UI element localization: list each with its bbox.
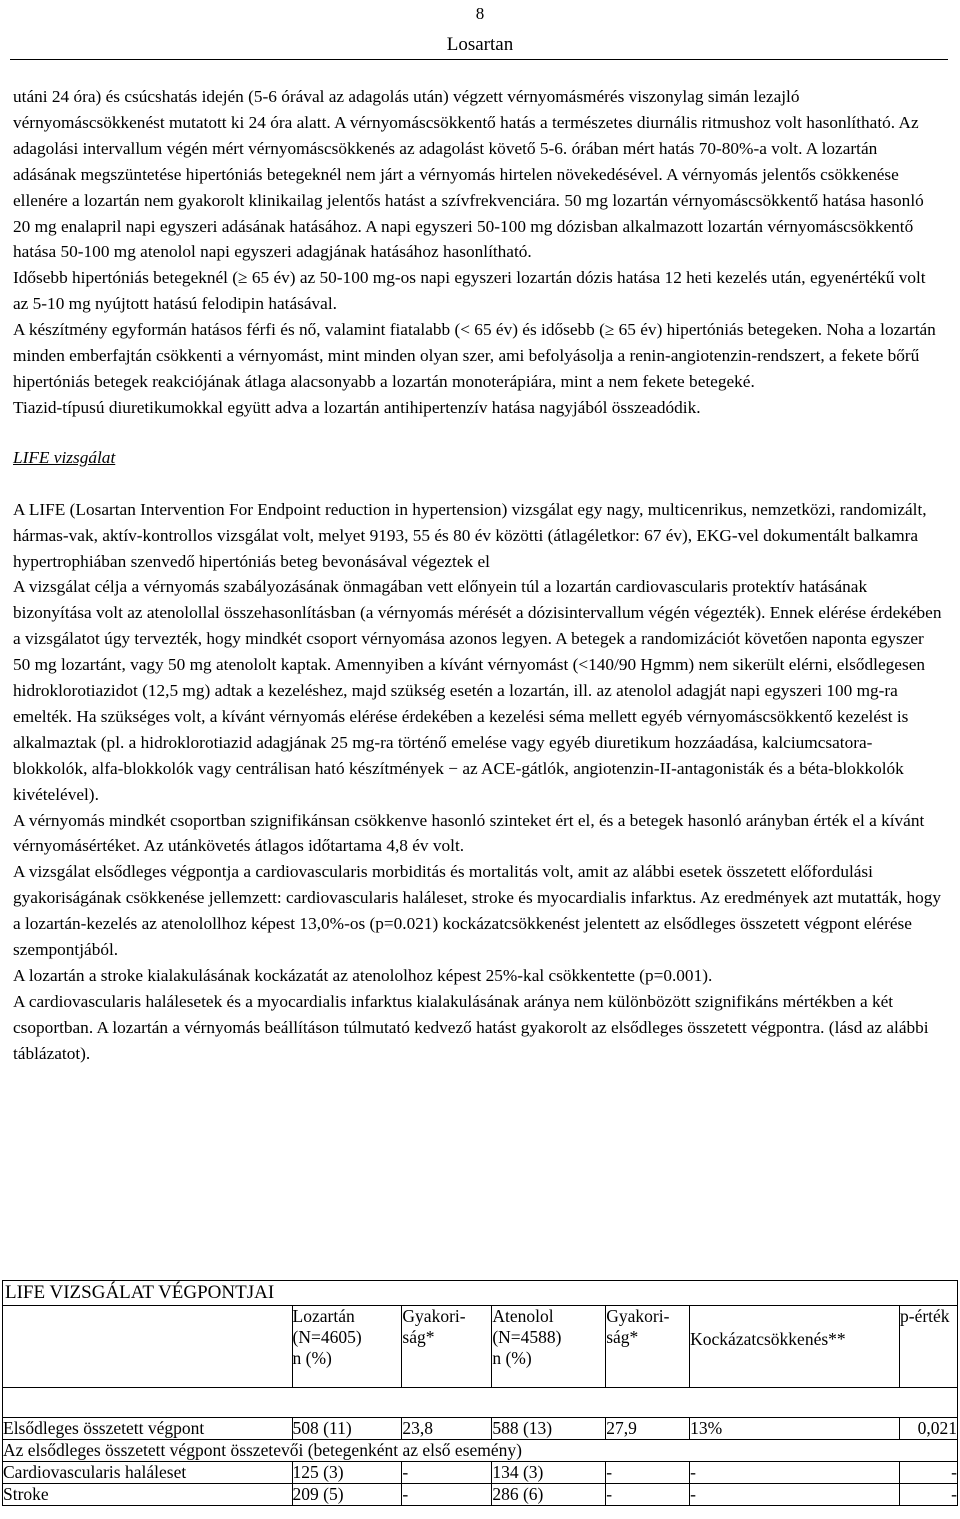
spacer-cell [3,1388,958,1418]
cell-freq2: 27,9 [606,1418,690,1440]
cell-freq1: 23,8 [402,1418,492,1440]
table-header-row [3,1306,958,1388]
cell-freq1: - [402,1484,492,1506]
paragraph: Idősebb hipertóniás betegeknél (≥ 65 év) az 50-100 mg-os napi egyszeri lozartán dózis hatása 12 heti kezelés után, egyenértékű volt az 5-10 mg nyújtott hatású felodipin hatásával. [13,268,926,314]
cell-atenolol: 588 (13) [492,1418,606,1440]
table-subheading-row [3,1440,958,1462]
header-losartan-unit: n (%) [292,1348,332,1368]
row-label: Stroke [3,1484,293,1506]
endpoints-table [2,1280,958,1506]
cell-freq2: - [606,1462,690,1484]
cell-p: - [900,1462,958,1484]
table-row [3,1418,958,1440]
table-title: LIFE VIZSGÁLAT VÉGPONTJAI [3,1281,958,1306]
header-atenolol-label: Atenolol (N=4588) [492,1306,562,1347]
header-freq1: Gyakori-ság* [402,1306,492,1388]
paragraph: A vizsgálat elsődleges végpontja a cardiovascularis morbiditás és mortalitás volt, amit az alábbi esetek összetett előfordulási gyakoriságának csökkenése jellemzett: cardiovascularis haláleset, stroke és myocardialis infarktus. Az eredmények azt mutatták, hogy a lozartán-kezelés az atenolollhoz képest 13,0%-os (p=0.021) kockázatcsökkenést jelentett az elsődleges összetett végpont elérése szempontjából. [13,862,942,960]
table-row [3,1462,958,1484]
cell-losartan: 125 (3) [292,1462,402,1484]
paragraph: Tiazid-típusú diuretikumokkal együtt adva a lozartán antihipertenzív hatása nagyjából összeadódik. [13,397,701,417]
paragraph: A lozartán a stroke kialakulásának kockázatát az atenololhoz képest 25%-kal csökkentette (p=0.001). [13,966,713,985]
header-risk-reduction: Kockázatcsökkenés** [690,1306,900,1388]
row-label: Cardiovascularis haláleset [3,1462,293,1484]
cell-freq1: - [402,1462,492,1484]
paragraph: utáni 24 óra) és csúcshatás idején (5-6 órával az adagolás után) végzett vérnyomásmérés viszonylag simán lezajló vérnyomáscsökkenést mutatott ki 24 óra alatt. A vérnyomáscsökkentő hatás a természetes diurnális ritmushoz volt hasonlítható. Az adagolási intervallum végén mért vérnyomáscsökkenés az adagolást követő 5-6. órában mért hatás 70-80%-a volt. A lozartán adásának megszüntetése hipertóniás betegeknél nem járt a vérnyomás hirtelen növekedésével. A vérnyomás jelentős csökkenése ellenére a lozartán nem gyakorolt klinikailag jelentős hatást a szívfrekvenciára. 50 mg lozartán vérnyomáscsökkentő hatása hasonló 20 mg enalapril napi egyszeri adásának hatásához. A napi egyszeri 50-100 mg dózisban alkalmazott lozartán vérnyomáscsökkentő hatása 50-100 mg atenolol napi egyszeri adagjának hatásához hasonlítható. [13,87,924,262]
table-subheading: Az elsődleges összetett végpont összetevői (betegenként az első esemény) [3,1440,958,1462]
cell-risk: 13% [690,1418,900,1440]
table-spacer-row [3,1388,958,1418]
paragraph: A vérnyomás mindkét csoportban szignifikánsan csökkenve hasonló szinteket ért el, és a betegek hasonló arányban érték el a kívánt vérnyomásértéket. Az utánkövetés átlagos időtartama 4,8 év volt. [13,810,925,856]
cell-p: - [900,1484,958,1506]
paragraph: A LIFE (Losartan Intervention For Endpoint reduction in hypertension) vizsgálat egy nagy, multicenrikus, nemzetközi, randomizált, hármas-vak, aktív-kontrollos vizsgálat volt, melyet 9193, 55 és 80 év közötti (átlagéletkor: 67 év), EKG-vel dokumentált balkamra hypertrophiában szenvedő hipertóniás beteg bevonásával végeztek el [13,499,927,571]
running-title: Losartan [446,34,514,55]
header-losartan [292,1306,402,1388]
table-title-row [3,1281,958,1306]
cell-losartan: 209 (5) [292,1484,402,1506]
cell-atenolol: 286 (6) [492,1484,606,1506]
paragraph: A cardiovascularis halálesetek és a myocardialis infarktus kialakulásának aránya nem különbözött szignifikáns mértékben a két csoportban. A lozartán a vérnyomás beállításon túlmutató kedvező hatást gyakorolt az elsődleges összetett végpontra. (lásd az alábbi táblázatot). [13,991,929,1063]
header-atenolol [492,1306,606,1388]
row-label: Elsődleges összetett végpont [3,1418,293,1440]
cell-losartan: 508 (11) [292,1418,402,1440]
header-empty-cell [3,1306,293,1388]
cell-risk: - [690,1484,900,1506]
document-body [13,84,943,1067]
section-heading: LIFE vizsgálat [13,447,116,467]
cell-atenolol: 134 (3) [492,1462,606,1484]
header-rule [10,59,948,60]
header-losartan-label: Lozartán (N=4605) [292,1306,362,1347]
table-row [3,1484,958,1506]
page-number: 8 [475,4,485,23]
header-freq2: Gyakori-ság* [606,1306,690,1388]
cell-freq2: - [606,1484,690,1506]
header-p-value: p-érték [900,1306,958,1388]
header-atenolol-unit: n (%) [492,1348,532,1368]
cell-risk: - [690,1462,900,1484]
paragraph: A vizsgálat célja a vérnyomás szabályozásának önmagában vett előnyein túl a lozartán cardiovascularis protektív hatásának bizonyítása volt az atenolollal összehasonlításban (a vérnyomás mérését a dózisintervallum végén végezték). Ennek elérése érdekében a vizsgálatot úgy tervezték, hogy mindkét csoport vérnyomása azonos legyen. A betegek a randomizációt követően naponta egyszer 50 mg lozartánt, vagy 50 mg atenololt kaptak. Amennyiben a kívánt vérnyomást (<140/90 Hgmm) nem sikerült elérni, elsődlegesen hidroklorotiazidot (12,5 mg) adtak a kezeléshez, majd szükség esetén a lozartán, ill. az atenolol adagját napi egyszeri 100 mg-ra emelték. Ha szükséges volt, a kívánt vérnyomás elérése érdekében a kezelési séma mellett egyéb vérnyomáscsökkentő kezelést is alkalmaztak (pl. a hidroklorotiazid adagjának 25 mg-ra történő emelése vagy egyéb diuretikum hozzáadása, kalciumcsatora-blokkolók, alfa-blokkolók vagy centrálisan ható készítmények − az ACE-gátlók, angiotenzin-II-antagonisták és a béta-blokkolók kivételével). [13,577,942,804]
cell-p: 0,021 [900,1418,958,1440]
paragraph: A készítmény egyformán hatásos férfi és nő, valamint fiatalabb (< 65 év) és idősebb (≥ 65 év) hipertóniás betegeken. Noha a lozartán minden emberfajtán csökkenti a vérnyomást, mint minden olyan szer, ami befolyásolja a renin-angiotenzin-rendszert, a fekete bőrű hipertóniás betegek reakciójának átlaga alacsonyabb a lozartán monoterápiára, mint a nem fekete betegeké. [13,320,936,391]
